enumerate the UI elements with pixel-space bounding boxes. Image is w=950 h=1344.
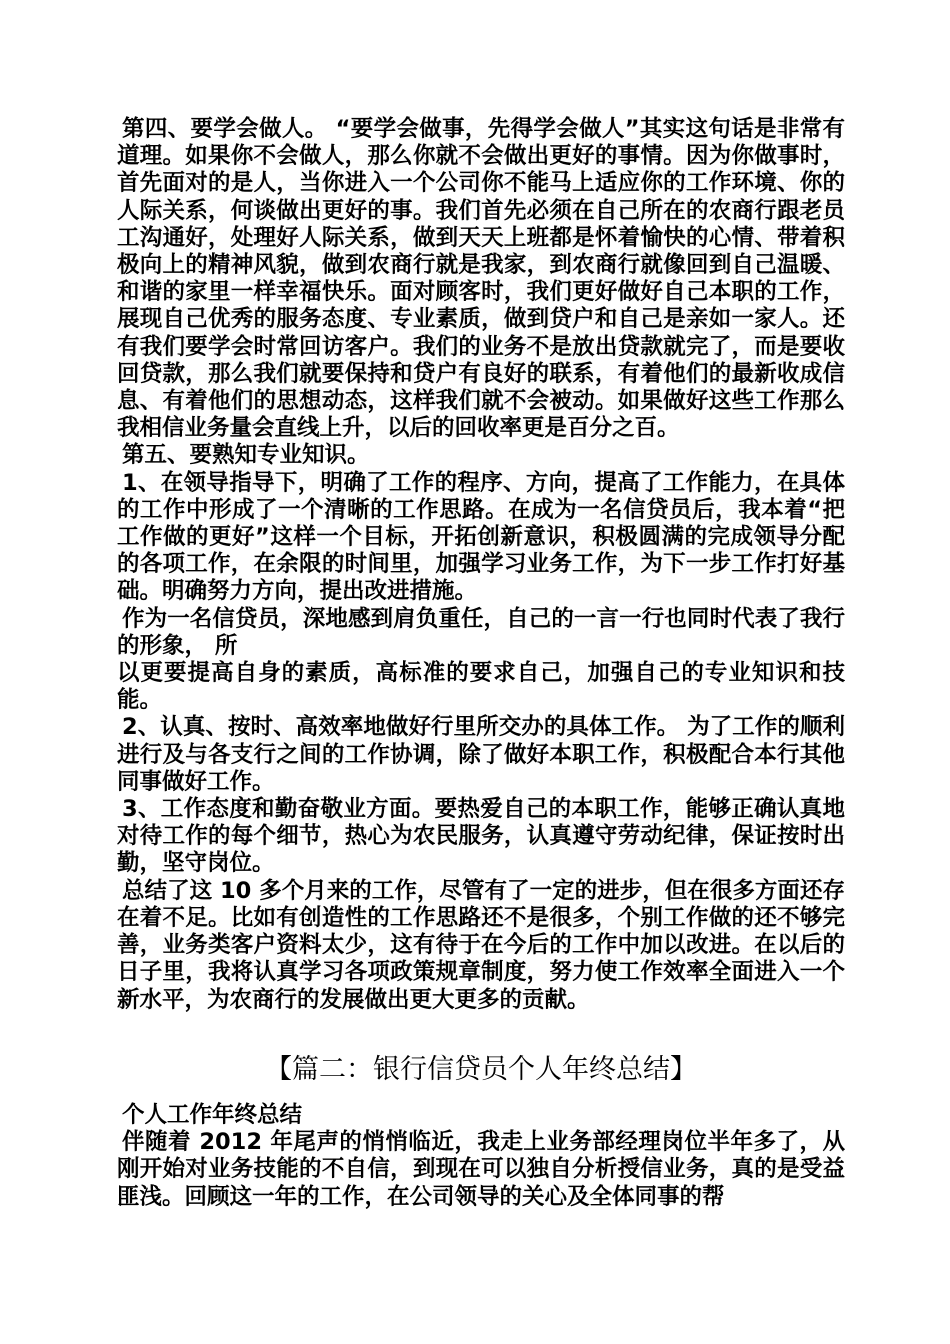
paragraph-summary: 总结了这 10 多个月来的工作，尽管有了一定的进步，但在很多方面还存在着不足。比如有创造性的工作思路还不是很多，个别工作做的还不够完善，业务类客户资料太少，这有待于在今后的工作中加以改进。在以后的日子里，我将认真学习各项政策规章制度，努力使工作效率全面进入一个新水平，为农商行的发展做出更大更多的贡献。	[117, 877, 845, 1013]
paragraph-item-3: 3、工作态度和勤奋敬业方面。要热爱自己的本职工作，能够正确认真地对待工作的每个细节，热心为农民服务，认真遵守劳动纪律，保证按时出勤，坚守岗位。	[117, 796, 845, 877]
paragraph-learn-to-be-person: 第四、要学会做人。 “要学会做事，先得学会做人”其实这句话是非常有道理。如果你不会做人，那么你就不会做出更好的事情。因为你做事时，首先面对的是人，当你进入一个公司你不能马上适应你的工作环境、你的人际关系，何谈做出更好的事。我们首先必须在自己所在的农商行跟老员工沟通好，处理好人际关系，做到天天上班都是怀着愉快的心情、带着积极向上的精神风貌，做到农商行就是我家，到农商行就像回到自己温暖、和谐的家里一样幸福快乐。面对顾客时，我们更好做好自己本职的工作，展现自己优秀的服务态度、专业素质，做到贷户和自己是亲如一家人。还有我们要学会时常回访客户。我们的业务不是放出贷款就完了，而是要收回贷款，那么我们就要保持和贷户有良好的联系，有着他们的最新收成信息、有着他们的思想动态，这样我们就不会被动。如果做好这些工作那么我相信业务量会直线上升，以后的回收率更是百分之百。	[117, 116, 845, 442]
section-two-title: 个人工作年终总结	[122, 1102, 303, 1128]
paragraph-responsibility-a: 作为一名信贷员，深地感到肩负重任，自己的一言一行也同时代表了我行的形象， 所	[117, 605, 845, 659]
paragraph-responsibility-b: 以更要提高自身的素质，高标准的要求自己，加强自己的专业知识和技能。	[117, 660, 845, 714]
chapter-two-heading: 【篇二：银行信贷员个人年终总结】	[265, 1054, 697, 1085]
paragraph-item-1: 1、在领导指导下，明确了工作的程序、方向，提高了工作能力，在具体的工作中形成了一个清晰的工作思路。在成为一名信贷员后，我本着“把工作做的更好”这样一个目标，开拓创新意识，积极圆满的完成领导分配的各项工作，在余限的时间里，加强学习业务工作，为下一步工作打好基础。明确努力方向，提出改进措施。	[117, 469, 845, 605]
paragraph-professional-knowledge-heading: 第五、要熟知专业知识。	[122, 442, 370, 469]
section-two	[117, 1102, 845, 1211]
section-one	[117, 116, 845, 1014]
section-two-paragraph: 伴随着 2012 年尾声的悄悄临近，我走上业务部经理岗位半年多了，从刚开始对业务技能的不自信，到现在可以独自分析授信业务，真的是受益匪浅。回顾这一年的工作，在公司领导的关心及全体同事的帮	[117, 1129, 845, 1210]
paragraph-item-2: 2、认真、按时、高效率地做好行里所交办的具体工作。 为了工作的顺利进行及与各支行之间的工作协调，除了做好本职工作，积极配合本行其他同事做好工作。	[117, 714, 845, 795]
